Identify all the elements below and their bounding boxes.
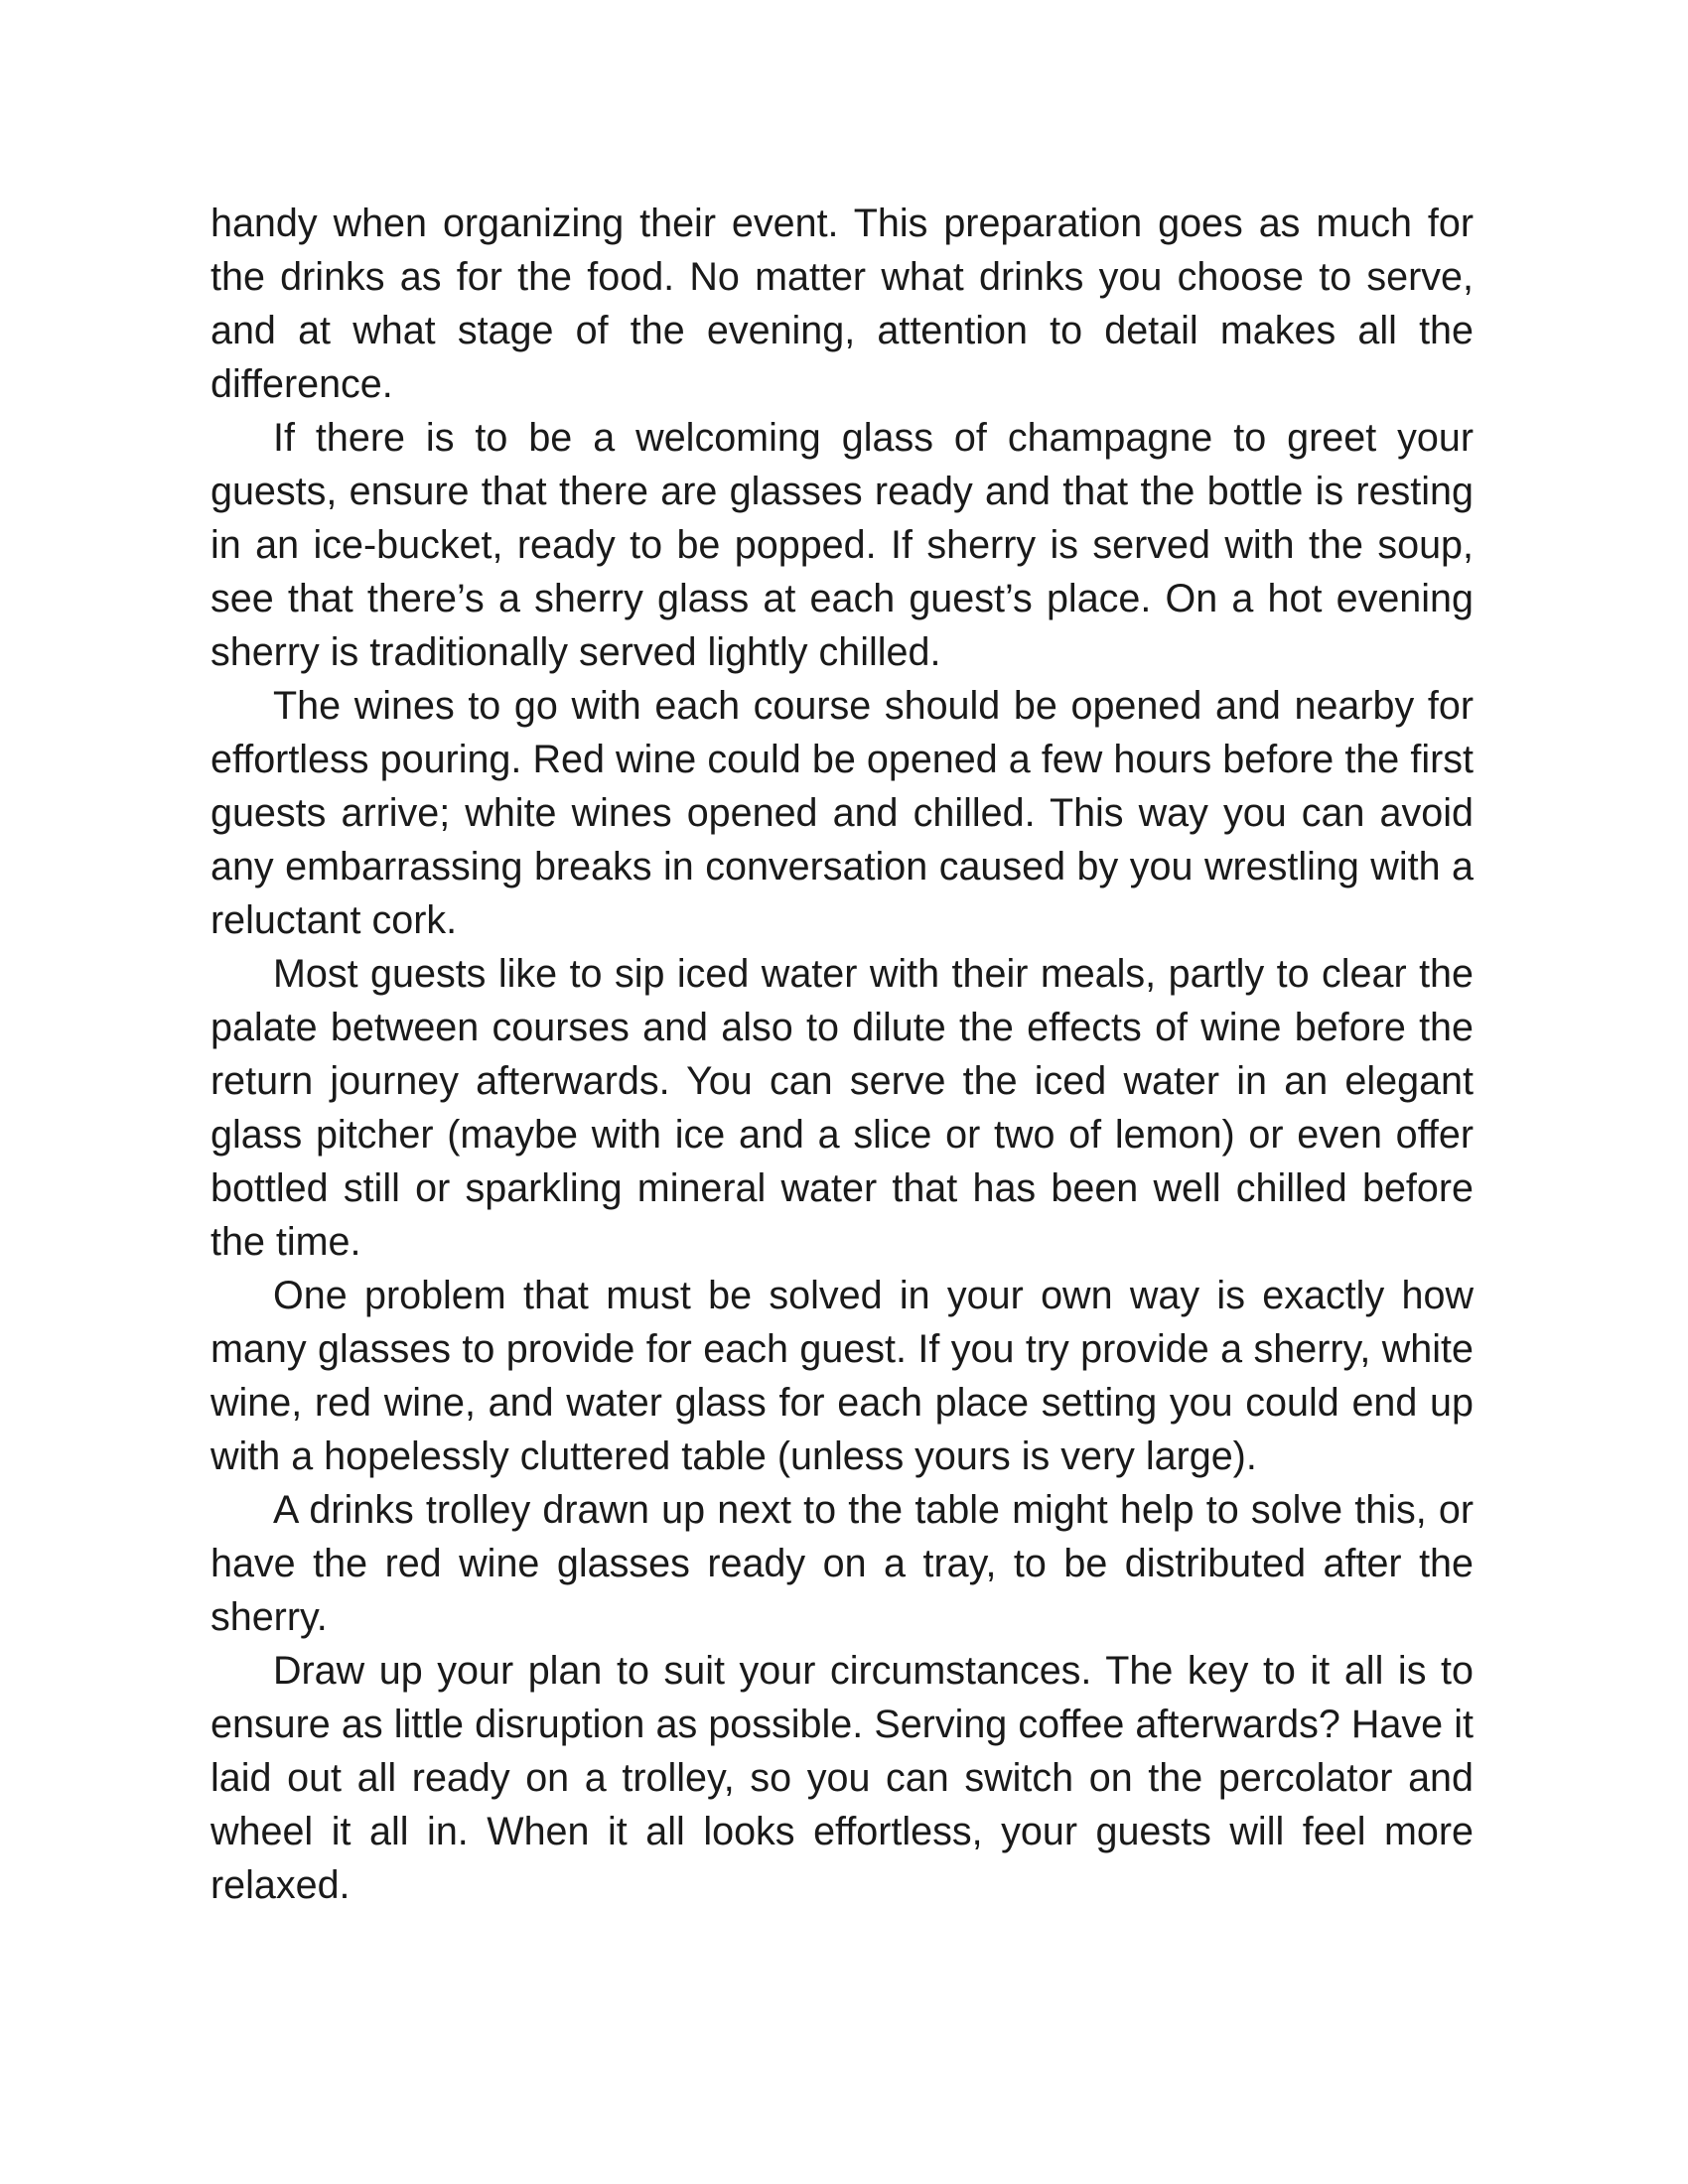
paragraph-wines-per-course: The wines to go with each course should be opened and nearby for effortless pouring. Red wine could be opened a few hours before the first guests arrive; white wines opened and chilled. This way you can avoid any embarrassing breaks in conversation caused by you wrestling with a reluctant cork. xyxy=(211,684,1474,942)
paragraph-continuation: handy when organizing their event. This preparation goes as much for the drinks as for the food. No matter what drinks you choose to serve, and at what stage of the evening, attention to detail makes all the difference. xyxy=(211,202,1474,406)
page-body xyxy=(211,197,1474,1912)
paragraph-glasses-problem: One problem that must be solved in your own way is exactly how many glasses to provide for each guest. If you try provide a sherry, white wine, red wine, and water glass for each place setting you could end up with a hopelessly cluttered table (unless yours is very large). xyxy=(211,1274,1474,1478)
paragraph-champagne-welcome: If there is to be a welcoming glass of champagne to greet your guests, ensure that there are glasses ready and that the bottle is resting in an ice-bucket, ready to be popped. If sherry is served with the soup, see that there’s a sherry glass at each guest’s place. On a hot evening sherry is traditionally served lightly chilled. xyxy=(211,416,1474,674)
paragraph-drinks-trolley: A drinks trolley drawn up next to the table might help to solve this, or have the red wine glasses ready on a tray, to be distributed after the sherry. xyxy=(211,1488,1474,1639)
paragraph-iced-water: Most guests like to sip iced water with their meals, partly to clear the palate between courses and also to dilute the effects of wine before the return journey afterwards. You can serve the iced water in an elegant glass pitcher (maybe with ice and a slice or two of lemon) or even offer bottled still or sparkling mineral water that has been well chilled before the time. xyxy=(211,952,1474,1264)
paragraph-plan: Draw up your plan to suit your circumstances. The key to it all is to ensure as little disruption as possible. Serving coffee afterwards? Have it laid out all ready on a trolley, so you can switch on the percolator and wheel it all in. When it all looks effortless, your guests will feel more relaxed. xyxy=(211,1649,1474,1907)
